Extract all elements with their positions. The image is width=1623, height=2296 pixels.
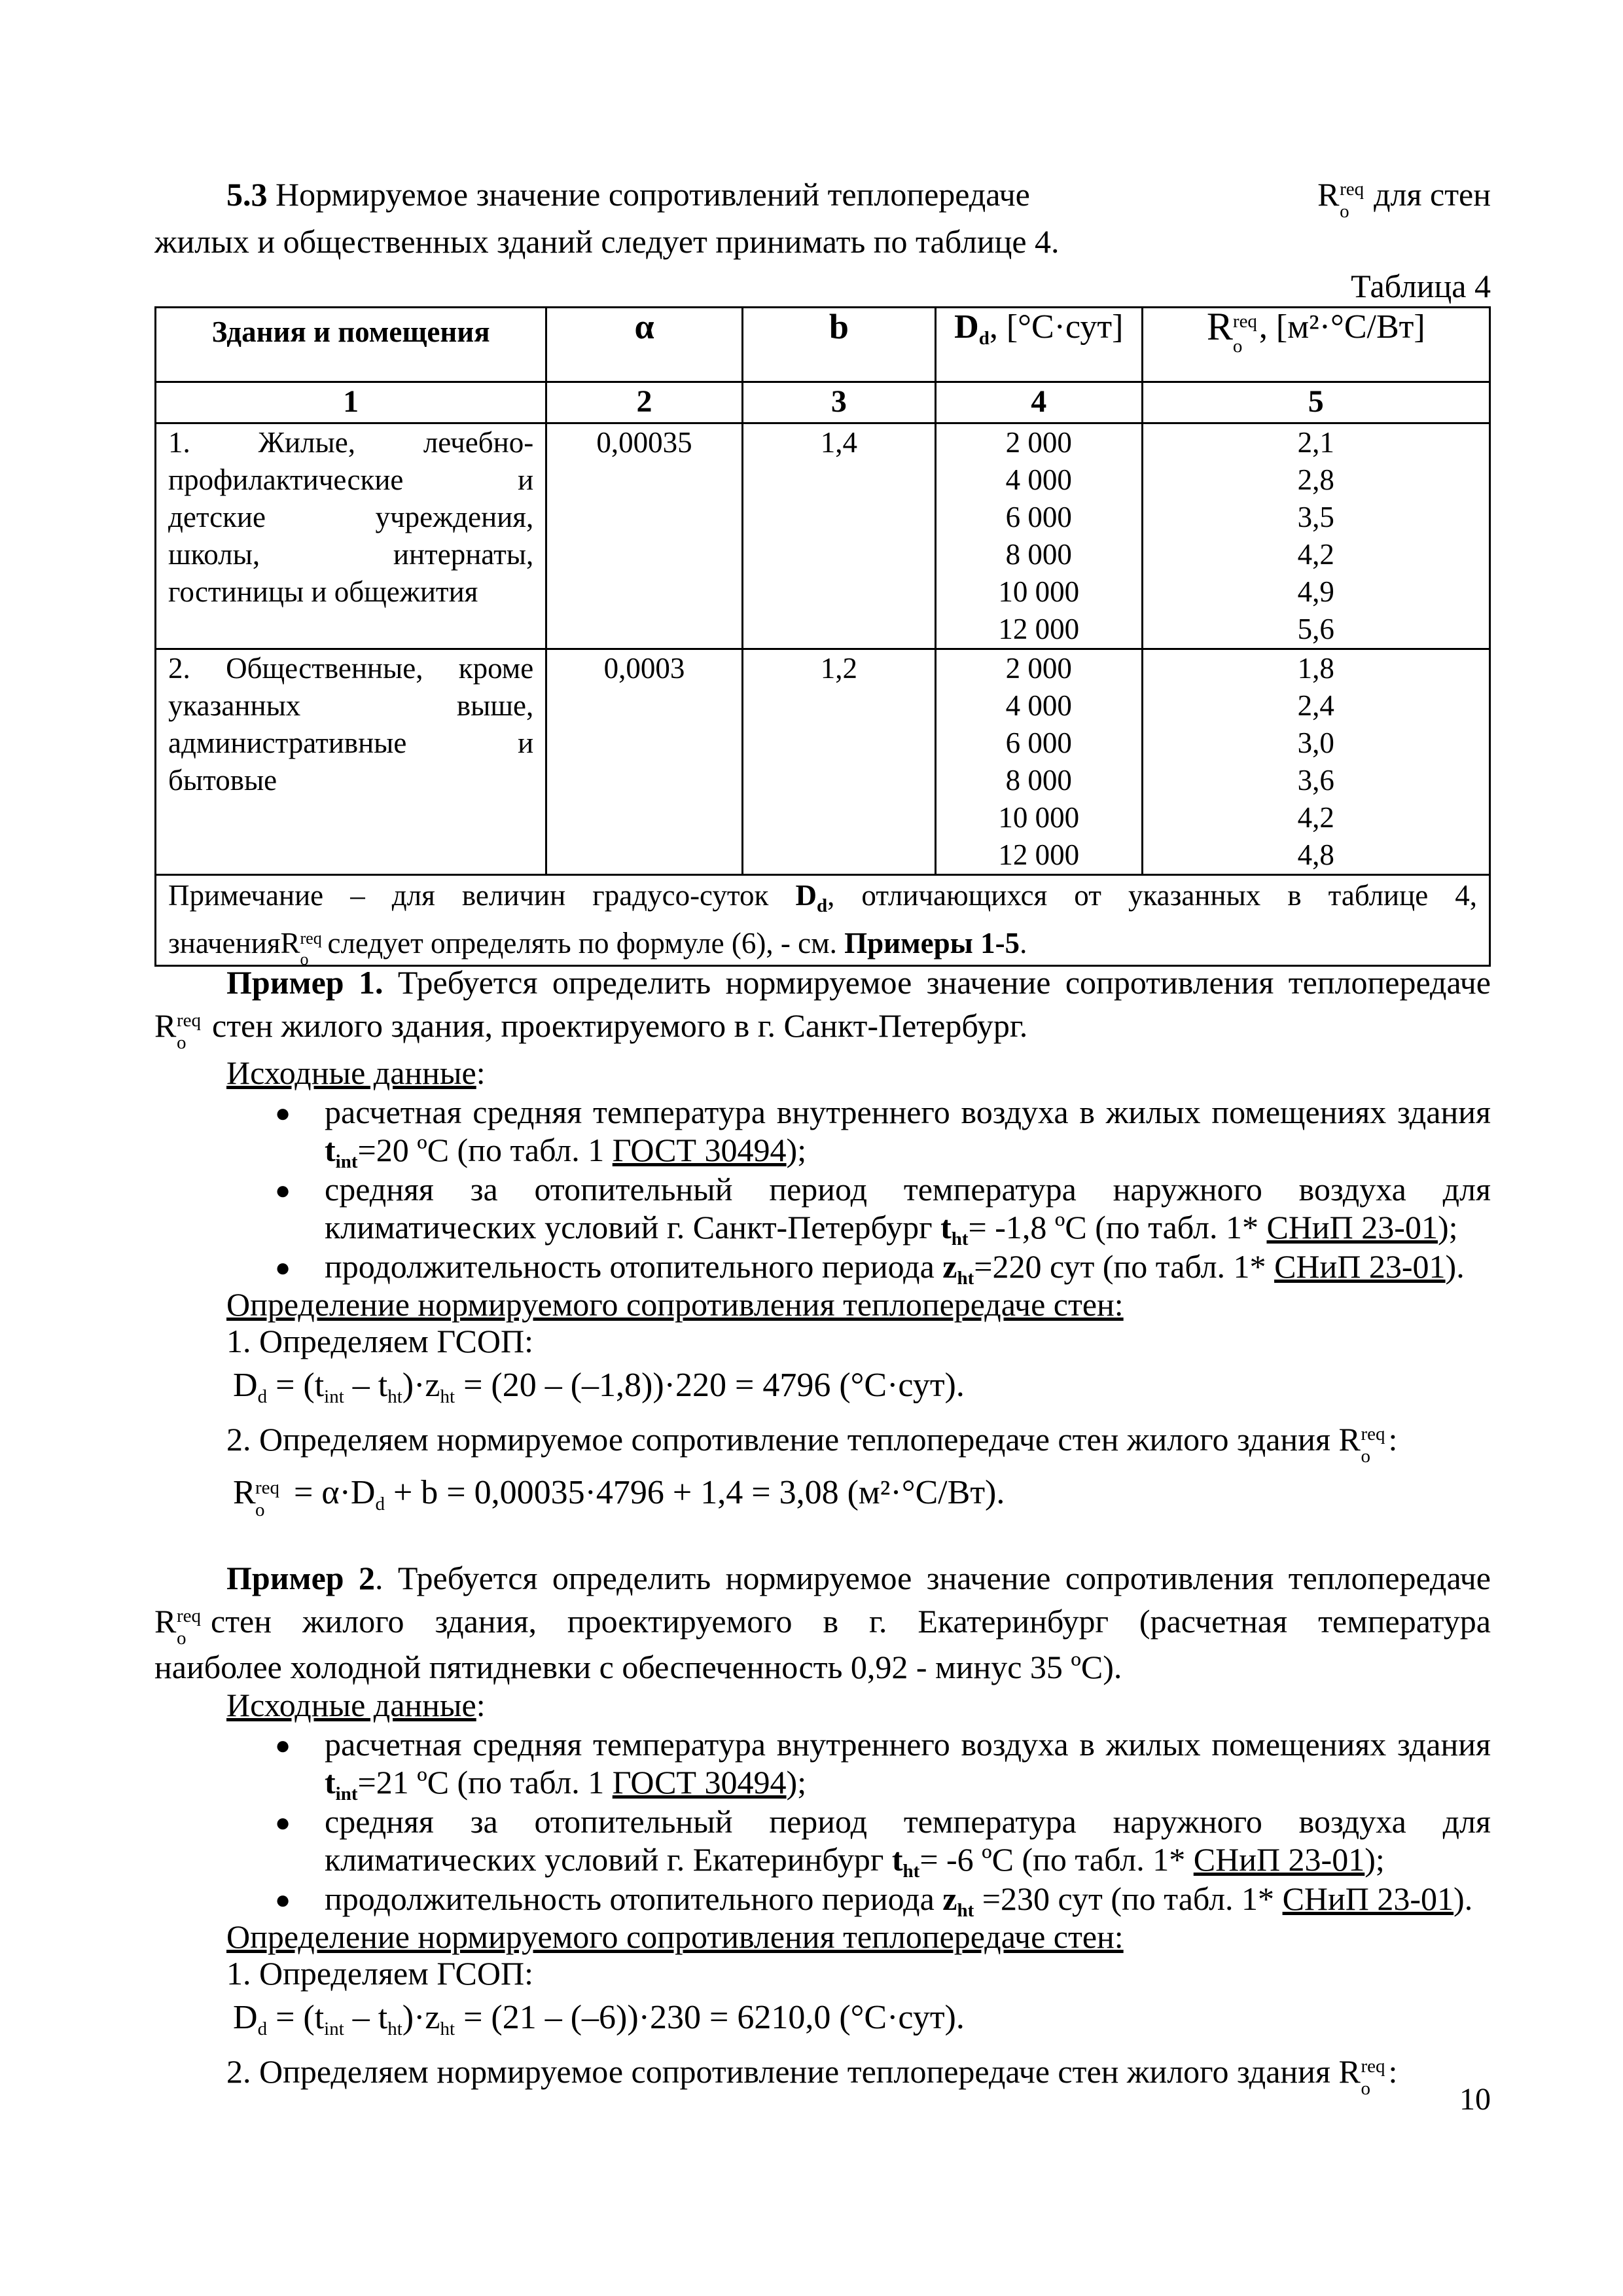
example1-step2: 2. Определяем нормируемое сопротивление теплопередаче стен жилого здания R req o : [226, 1421, 1398, 1467]
example2-heading: Пример 2. Требуется определить нормируемое значение сопротивления теплопередаче [226, 1560, 1491, 1596]
table-note-line2: значения R req o следует определять по формуле (6), - см. Примеры 1-5. [168, 927, 1027, 969]
section-paragraph-line2: жилых и общественных зданий следует принимать по таблице 4. [154, 223, 1060, 260]
section-number: 5.3 [226, 176, 268, 213]
example1-bullet1-line2: $t_{int}=20$ ºС (по табл. 1 ГОСТ 30494); [325, 1132, 807, 1172]
bullet-icon: ● [275, 1098, 291, 1128]
example1-step1: 1. Определяем ГСОП: [226, 1323, 534, 1359]
alpha-value: 0,00035 [546, 423, 743, 649]
gost-link[interactable]: ГОСТ 30494 [612, 1132, 787, 1168]
example2-bullet2: средняя за отопительный период температура наружного воздуха для [325, 1803, 1491, 1840]
snip-link[interactable]: СНиП 23-01 [1193, 1841, 1365, 1878]
snip-link[interactable]: СНиП 23-01 [1282, 1880, 1454, 1917]
table-note-line1: Примечание – для величин градусо-суток $D_d$, отличающихся от указанных в таблице 4, [168, 879, 1478, 916]
bullet-icon: ● [275, 1731, 291, 1760]
example2-determination: Определение нормируемого сопротивления теплопередаче стен: [226, 1918, 1124, 1955]
table-header-row [156, 308, 1490, 382]
table-row: 1. Жилые, лечебно- профилактические и детские учреждения, школы, интернаты, гостиницы и общежития 0,00035 1,4 2 000 4 000 6 000 8 000 10 000 12 000 2,1 2,8 3,5 4,2 4,9 5,6 [156, 423, 1490, 649]
table-row: 2. Общественные, кроме указанных выше, административные и бытовые 0,0003 1,2 2 000 4 000 6 000 8 000 10 000 12 000 1,8 2,4 3,0 3,6 4,2 4,8 [156, 649, 1490, 875]
bullet-icon: ● [275, 1175, 291, 1205]
header-r: R req o , [м²·°С/Вт] [1142, 308, 1489, 382]
example2-formula1: $D_d = (t_{int} - t_{ht})\cdot z_{ht} = (21 - (-6))\cdot 230 = 6210,0$ (°С·сут). [233, 1999, 965, 2039]
header-buildings: Здания и помещения [211, 315, 490, 348]
gost-link[interactable]: ГОСТ 30494 [612, 1764, 787, 1801]
example1-heading: Пример 1. Требуется определить нормируемое значение сопротивления теплопередаче [226, 964, 1491, 1001]
example1-determination: Определение нормируемого сопротивления теплопередаче стен: [226, 1286, 1124, 1323]
example1-formula1: $D_d = (t_{int} - t_{ht})\cdot z_{ht} = (20 - (-1,8))\cdot 220 = 4796$ (°С·сут). [233, 1367, 965, 1407]
b-value: 1,2 [742, 649, 935, 875]
snip-link[interactable]: СНиП 23-01 [1266, 1209, 1438, 1246]
header-alpha: α [634, 307, 654, 346]
example2-line3: наиболее холодной пятидневки с обеспеченность 0,92 - минус 35 ºС). [154, 1649, 1122, 1685]
bullet-icon: ● [275, 1253, 291, 1282]
example1-formula2: R req o = $\alpha\cdot D_d + b = 0,00035\cdot 4796 + 1,4 = 3,08$ (м²·°С/Вт). [233, 1474, 1005, 1520]
example1-initial-data: Исходные данные: [226, 1054, 486, 1091]
example2-bullet3: продолжительность отопительного периода $z_{ht} =230$ сут (по табл. 1* СНиП 23-01). [325, 1880, 1473, 1921]
example1-bullet2-line2: климатических условий г. Санкт-Петербург $t_{ht}= -1,8$ ºС (по табл. 1* СНиП 23-01); [325, 1209, 1458, 1249]
requirements-table [154, 306, 1491, 967]
example2-initial-data: Исходные данные: [226, 1687, 486, 1723]
bullet-icon: ● [275, 1808, 291, 1837]
header-dd: $D_d$, [°С·сут] [935, 308, 1142, 382]
table-note-row [156, 875, 1490, 966]
example2-step2: 2. Определяем нормируемое сопротивление теплопередаче стен жилого здания R req o : [226, 2053, 1398, 2099]
b-value: 1,4 [742, 423, 935, 649]
header-b: b [829, 307, 849, 346]
bullet-icon: ● [275, 1885, 291, 1914]
table-label: Таблица 4 [1351, 268, 1491, 304]
example1-bullet3: продолжительность отопительного периода $z_{ht}=220$ сут (по табл. 1* СНиП 23-01). [325, 1248, 1465, 1289]
alpha-value: 0,0003 [546, 649, 743, 875]
example2-line2: R req o стен жилого здания, проектируемого в г. Екатеринбург (расчетная температура [154, 1603, 1491, 1649]
page-number: 10 [1459, 2082, 1491, 2117]
column-number-row: 1 2 3 4 5 [156, 382, 1490, 423]
example1-bullet2: средняя за отопительный период температура наружного воздуха для [325, 1171, 1491, 1208]
snip-link[interactable]: СНиП 23-01 [1274, 1248, 1446, 1285]
example2-step1: 1. Определяем ГСОП: [226, 1955, 534, 1992]
example2-bullet1: расчетная средняя температура внутреннего воздуха в жилых помещениях здания [325, 1726, 1491, 1763]
r-req-symbol: R req o [1317, 176, 1364, 222]
example2-bullet1-line2: $t_{int}=21$ ºС (по табл. 1 ГОСТ 30494); [325, 1764, 807, 1804]
example1-bullet1: расчетная средняя температура внутреннего воздуха в жилых помещениях здания [325, 1094, 1491, 1130]
example2-bullet2-line2: климатических условий г. Екатеринбург $t_{ht}= -6$ ºС (по табл. 1* СНиП 23-01); [325, 1841, 1385, 1882]
section-paragraph: 5.3 Нормируемое значение сопротивлений теплопередаче R req o для стен [226, 176, 1491, 222]
example1-line2: R req o стен жилого здания, проектируемого в г. Санкт-Петербург. [154, 1007, 1028, 1053]
